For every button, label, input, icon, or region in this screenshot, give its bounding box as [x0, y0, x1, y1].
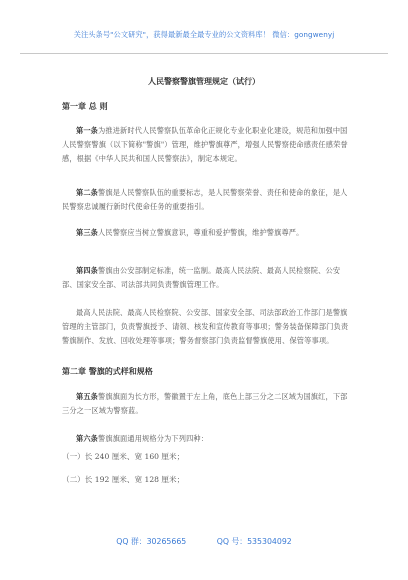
- header-divider: [20, 53, 388, 54]
- footer-qq-group[interactable]: QQ 群：30265665: [116, 537, 187, 546]
- article-4: [62, 264, 352, 292]
- article-6-label: 第六条: [76, 434, 99, 443]
- article-2: [62, 186, 352, 214]
- header-banner[interactable]: 关注头条号"公文研究"，获得最新最全最专业的公文资料库！ 微信：gongwenyj: [73, 30, 335, 39]
- chapter-1-heading: 第一章 总 则: [62, 101, 108, 111]
- article-1-label: 第一条: [76, 126, 99, 135]
- article-4-label: 第四条: [76, 266, 99, 275]
- article-2-text: 警旗是人民警察队伍的重要标志，是人民警察荣誉、责任和使命的象征，是人民警察忠诚履行新时代使命任务的重要指引。: [62, 188, 348, 211]
- article-5-text: 警旗旗面为长方形，警徽置于左上角，底色上部三分之二区域为国旗红，下部三分之一区域为警察蓝。: [62, 392, 348, 415]
- article-4-text: 警旗由公安部制定标准，统一监制。最高人民法院、最高人民检察院、公安部、国家安全部、司法部共同负责警旗管理工作。: [62, 266, 341, 289]
- article-2-label: 第二条: [76, 188, 99, 197]
- footer-contact: [0, 536, 408, 547]
- article-6: [62, 432, 352, 446]
- article-3: [62, 226, 352, 240]
- document-title: 人民警察警旗管理规定（试行）: [148, 76, 260, 86]
- chapter-2-heading: 第二章 警旗的式样和规格: [62, 366, 153, 376]
- spec-item-1: （一）长 240 厘米、宽 160 厘米；: [62, 452, 185, 461]
- article-5: [62, 390, 352, 418]
- article-3-text: 人民警察应当树立警旗意识，尊重和爱护警旗，维护警旗尊严。: [98, 228, 304, 237]
- article-3-label: 第三条: [76, 228, 99, 237]
- article-4-paragraph-2: 最高人民法院、最高人民检察院、公安部、国家安全部、司法部政治工作部门是警旗管理的主管部门，负责警旗授予、请领、核发和宣传教育等事项；警务装备保障部门负责警旗制作、发放、回收处理等事项；警务督察部门负责监督警旗使用、保管等事项。: [62, 308, 349, 345]
- article-5-label: 第五条: [76, 392, 99, 401]
- article-6-text: 警旗旗面通用规格分为下列四种：: [98, 434, 209, 443]
- article-1: [62, 124, 352, 166]
- spec-item-2: （二）长 192 厘米、宽 128 厘米；: [62, 475, 185, 484]
- article-1-text: 为推进新时代人民警察队伍革命化正规化专业化职业化建设，规范和加强中国人民警察警旗（以下简称"警旗"）管理，维护警旗尊严，增强人民警察使命感责任感荣誉感，根据《中华人民共和国人民警察法》，制定本规定。: [62, 126, 348, 163]
- footer-qq-number[interactable]: QQ 号：535304092: [216, 537, 292, 546]
